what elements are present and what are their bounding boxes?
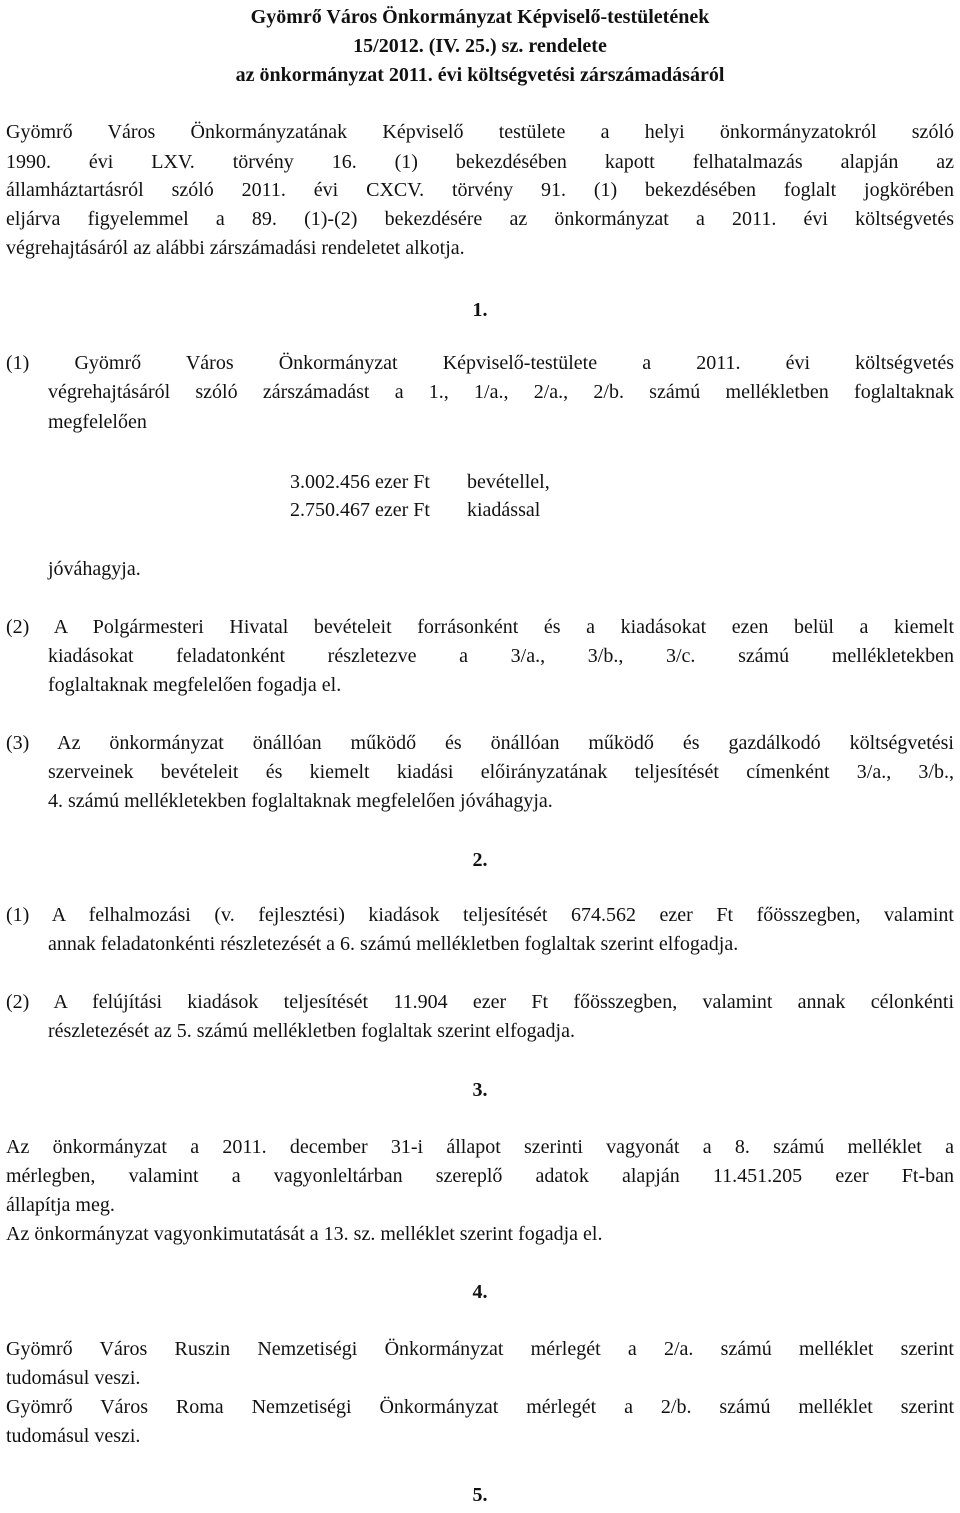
s1-p3-line: szerveinek bevételeit és kiemelt kiadási előirányzatának teljesítését címenként 3/a., 3/b., xyxy=(48,761,954,783)
preamble-line: végrehajtásáról az alábbi zárszámadási rendeletet alkotja. xyxy=(6,237,465,259)
section-2-heading: 2. xyxy=(472,849,488,871)
approval-text: jóváhagyja. xyxy=(48,558,141,580)
regulation-title-line-1: Gyömrő Város Önkormányzat Képviselő-testületének xyxy=(250,6,710,28)
section-4-heading: 4. xyxy=(472,1281,488,1303)
s3-p2-line: Az önkormányzat vagyonkimutatását a 13. sz. melléklet szerint fogadja el. xyxy=(6,1223,603,1245)
s1-p3-line: (3) Az önkormányzat önállóan működő és önállóan működő és gazdálkodó költségvetési xyxy=(6,732,954,754)
s2-p1-line: (1) A felhalmozási (v. fejlesztési) kiadások teljesítését 674.562 ezer Ft főösszegben, valamint xyxy=(6,904,954,926)
preamble-line: Gyömrő Város Önkormányzatának Képviselő testülete a helyi önkormányzatokról szóló xyxy=(6,121,954,143)
section-3-heading: 3. xyxy=(472,1079,488,1101)
preamble-line: eljárva figyelemmel a 89. (1)-(2) bekezdésére az önkormányzat a 2011. évi költségvetés xyxy=(6,208,954,230)
expense-amount: 2.750.467 ezer Ft xyxy=(290,499,430,521)
s4-p1-line: Gyömrő Város Ruszin Nemzetiségi Önkormányzat mérlegét a 2/a. számú melléklet szerint xyxy=(6,1338,954,1360)
s3-p1-line: állapítja meg. xyxy=(6,1194,115,1216)
section-1-heading: 1. xyxy=(472,299,488,321)
s2-p2-line: (2) A felújítási kiadások teljesítését 11.904 ezer Ft főösszegben, valamint annak célonkénti xyxy=(6,991,954,1013)
s1-p1-line: (1) Gyömrő Város Önkormányzat Képviselő-testülete a 2011. évi költségvetés xyxy=(6,352,954,374)
s3-p1-line: Az önkormányzat a 2011. december 31-i állapot szerinti vagyonát a 8. számú melléklet a xyxy=(6,1136,954,1158)
s1-p2-line: foglaltaknak megfelelően fogadja el. xyxy=(48,674,342,696)
preamble-line: 1990. évi LXV. törvény 16. (1) bekezdésében kapott felhatalmazás alapján az xyxy=(6,151,954,173)
s2-p1-line: annak feladatonkénti részletezését a 6. számú mellékletben foglaltak szerint elfogadja. xyxy=(48,933,739,955)
s3-p1-line: mérlegben, valamint a vagyonleltárban szereplő adatok alapján 11.451.205 ezer Ft-ban xyxy=(6,1165,954,1187)
expense-label: kiadással xyxy=(467,499,541,521)
regulation-title-line-3: az önkormányzat 2011. évi költségvetési zárszámadásáról xyxy=(235,64,725,86)
s1-p1-line: megfelelően xyxy=(48,411,147,433)
s2-p2-line: részletezését az 5. számú mellékletben foglaltak szerint elfogadja. xyxy=(48,1020,575,1042)
regulation-title-line-2: 15/2012. (IV. 25.) sz. rendelete xyxy=(353,35,607,57)
section-5-heading: 5. xyxy=(472,1484,488,1506)
s1-p3-line: 4. számú mellékletekben foglaltaknak megfelelően jóváhagyja. xyxy=(48,790,553,812)
s1-p2-line: kiadásokat feladatonként részletezve a 3/a., 3/b., 3/c. számú mellékletekben xyxy=(48,645,954,667)
preamble-line: államháztartásról szóló 2011. évi CXCV. törvény 91. (1) bekezdésében foglalt jogkörében xyxy=(6,179,954,201)
s4-p2-line: tudomásul veszi. xyxy=(6,1425,141,1447)
s1-p1-line: végrehajtásáról szóló zárszámadást a 1., 1/a., 2/a., 2/b. számú mellékletben foglaltaknak xyxy=(48,381,954,403)
s1-p2-line: (2) A Polgármesteri Hivatal bevételeit forrásonként és a kiadásokat ezen belül a kiemelt xyxy=(6,616,954,638)
income-label: bevétellel, xyxy=(467,471,550,493)
s4-p2-line: Gyömrő Város Roma Nemzetiségi Önkormányzat mérlegét a 2/b. számú melléklet szerint xyxy=(6,1396,954,1418)
income-amount: 3.002.456 ezer Ft xyxy=(290,471,430,493)
s4-p1-line: tudomásul veszi. xyxy=(6,1367,141,1389)
